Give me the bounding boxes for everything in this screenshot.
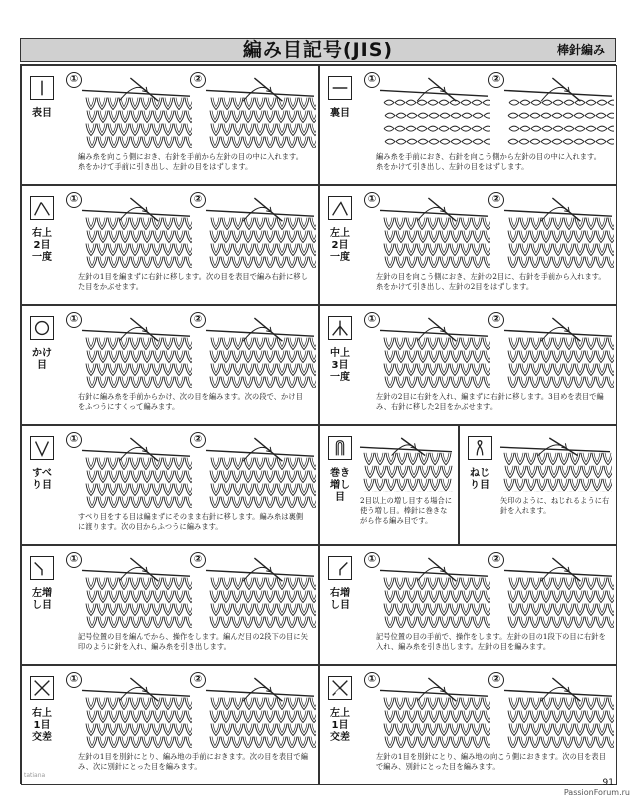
- symbol-label: 表目: [32, 108, 52, 119]
- instruction-text: 記号位置の目の手前で、操作をします。左針の目の1段下の目に右針を入れ、編み糸を引き出します。左針の目を編みます。: [376, 632, 606, 651]
- right-cross-symbol-icon: [30, 676, 54, 700]
- knitting-illustration: [502, 76, 614, 152]
- step-2-marker: ②: [488, 552, 504, 568]
- page-title: 編み目記号(JIS): [242, 39, 394, 61]
- symbol-cell: [21, 305, 319, 425]
- step-1-marker: ①: [364, 672, 380, 688]
- knitting-illustration: [502, 556, 614, 632]
- left-inc-symbol-icon: [30, 556, 54, 580]
- symbol-label: 巻き増し目: [330, 468, 350, 503]
- knitting-illustration: [204, 76, 316, 152]
- symbol-label: 左増し目: [32, 588, 52, 611]
- page-header: [20, 38, 616, 62]
- step-1-marker: ①: [364, 72, 380, 88]
- symbol-label: すべり目: [32, 468, 52, 491]
- step-1-marker: ①: [66, 72, 82, 88]
- center-dec-symbol-icon: [328, 316, 352, 340]
- knitting-illustration: [358, 436, 454, 496]
- instruction-text: 矢印のように、ねじれるように右針を入れます。: [500, 496, 610, 515]
- left-cross-symbol-icon: [328, 676, 352, 700]
- step-1-marker: ①: [364, 192, 380, 208]
- step-2-marker: ②: [190, 192, 206, 208]
- knitting-illustration: [80, 76, 192, 152]
- symbol-label: 右上1目交差: [32, 708, 52, 743]
- step-1-marker: ①: [66, 432, 82, 448]
- instruction-text: 編み糸を手前におき、右針を向こう側から左針の目の中に入れます。糸をかけて引き出し、左針の目をはずします。: [376, 152, 602, 171]
- knitting-illustration: [80, 196, 192, 272]
- symbol-cell: [319, 545, 617, 665]
- knitting-illustration: [498, 436, 612, 496]
- step-1-marker: ①: [66, 672, 82, 688]
- symbol-cell: [319, 665, 617, 785]
- symbol-label: 左上2目一度: [330, 228, 350, 263]
- symbol-label: 中上3目一度: [330, 348, 350, 383]
- knitting-illustration: [378, 196, 490, 272]
- right-dec-symbol-icon: [30, 196, 54, 220]
- knitting-illustration: [502, 676, 614, 752]
- instruction-text: 左針の目を向こう側におき、左針の2目に、右針を手前から入れます。糸をかけて引き出し、左針の2目をはずします。: [376, 272, 606, 291]
- footer-source: PassionForum.ru: [563, 788, 630, 797]
- instruction-text: 記号位置の目を編んでから、操作をします。編んだ目の2段下の目に矢印のように針を入れ、編み糸を引き出します。: [78, 632, 309, 651]
- symbol-cell: [319, 185, 617, 305]
- step-2-marker: ②: [488, 672, 504, 688]
- knitting-illustration: [80, 316, 192, 392]
- page-subtitle: 棒針編み: [556, 43, 605, 57]
- step-2-marker: ②: [488, 192, 504, 208]
- knitting-illustration: [378, 556, 490, 632]
- step-2-marker: ②: [488, 312, 504, 328]
- symbol-cell: [459, 425, 617, 545]
- knitting-illustration: [80, 436, 192, 512]
- symbol-cell: [21, 665, 319, 785]
- symbol-cell: [319, 305, 617, 425]
- symbol-label: 裏目: [330, 108, 350, 119]
- knitting-illustration: [502, 196, 614, 272]
- cast-on-symbol-icon: [328, 436, 352, 460]
- knitting-illustration: [378, 316, 490, 392]
- page-number: 91: [602, 778, 614, 788]
- step-2-marker: ②: [190, 552, 206, 568]
- symbol-cell: [319, 425, 459, 545]
- knitting-illustration: [204, 556, 316, 632]
- symbol-label: 右上2目一度: [32, 228, 52, 263]
- symbol-grid: [20, 64, 616, 784]
- symbol-label: 左上1目交差: [330, 708, 350, 743]
- step-2-marker: ②: [190, 72, 206, 88]
- step-2-marker: ②: [488, 72, 504, 88]
- slip-symbol-icon: [30, 436, 54, 460]
- step-1-marker: ①: [66, 552, 82, 568]
- instruction-text: 左針の1目を別針にとり、編み地の向こう側におきます。次の目を表目で編み、別針にとった目を編みます。: [376, 752, 607, 771]
- knitting-illustration: [80, 676, 192, 752]
- symbol-cell: [21, 65, 319, 185]
- right-inc-symbol-icon: [328, 556, 352, 580]
- knitting-illustration: [502, 316, 614, 392]
- step-2-marker: ②: [190, 432, 206, 448]
- watermark: tatiana: [24, 772, 46, 779]
- left-dec-symbol-icon: [328, 196, 352, 220]
- instruction-text: 左針の1目を別針にとり、編み地の手前におきます。次の目を表目で編み、次に別針にとった目を編みます。: [78, 752, 309, 771]
- symbol-cell: [21, 185, 319, 305]
- instruction-text: 右針に編み糸を手前からかけ、次の目を編みます。次の段で、かけ目をふつうにすくって編みます。: [78, 392, 303, 411]
- instruction-text: 編み糸を向こう側におき、右針を手前から左針の目の中に入れます。糸をかけて手前に引き出し、左針の目をはずします。: [78, 152, 304, 171]
- step-1-marker: ①: [364, 312, 380, 328]
- symbol-label: かけ目: [32, 348, 52, 371]
- yo-symbol-icon: [30, 316, 54, 340]
- instruction-text: すべり目をする目は編まずにそのまま右針に移します。編み糸は裏側に渡ります。次の目からふつうに編みます。: [78, 512, 304, 531]
- knit-symbol-icon: [30, 76, 54, 100]
- symbol-label: ねじり目: [470, 468, 490, 491]
- symbol-label: 右増し目: [330, 588, 350, 611]
- step-2-marker: ②: [190, 312, 206, 328]
- knitting-illustration: [204, 676, 316, 752]
- knitting-illustration: [204, 196, 316, 272]
- knitting-illustration: [378, 676, 490, 752]
- knitting-illustration: [204, 316, 316, 392]
- step-1-marker: ①: [66, 192, 82, 208]
- knitting-illustration: [204, 436, 316, 512]
- twist-symbol-icon: [468, 436, 492, 460]
- purl-symbol-icon: [328, 76, 352, 100]
- symbol-cell: [21, 425, 319, 545]
- step-1-marker: ①: [364, 552, 380, 568]
- step-1-marker: ①: [66, 312, 82, 328]
- knitting-illustration: [80, 556, 192, 632]
- symbol-cell: [21, 545, 319, 665]
- instruction-text: 左針の2目に右針を入れ、編まずに右針に移します。3目めを表目で編み、右針に移した2目をかぶせます。: [376, 392, 604, 411]
- instruction-text: 左針の1目を編まずに右針に移します。次の目を表目で編み右針に移した目をかぶせます。: [78, 272, 309, 291]
- step-2-marker: ②: [190, 672, 206, 688]
- symbol-cell: [319, 65, 617, 185]
- knitting-illustration: [378, 76, 490, 152]
- instruction-text: 2目以上の増し目する場合に使う増し目。棒針に巻きながら作る編み目です。: [360, 496, 453, 525]
